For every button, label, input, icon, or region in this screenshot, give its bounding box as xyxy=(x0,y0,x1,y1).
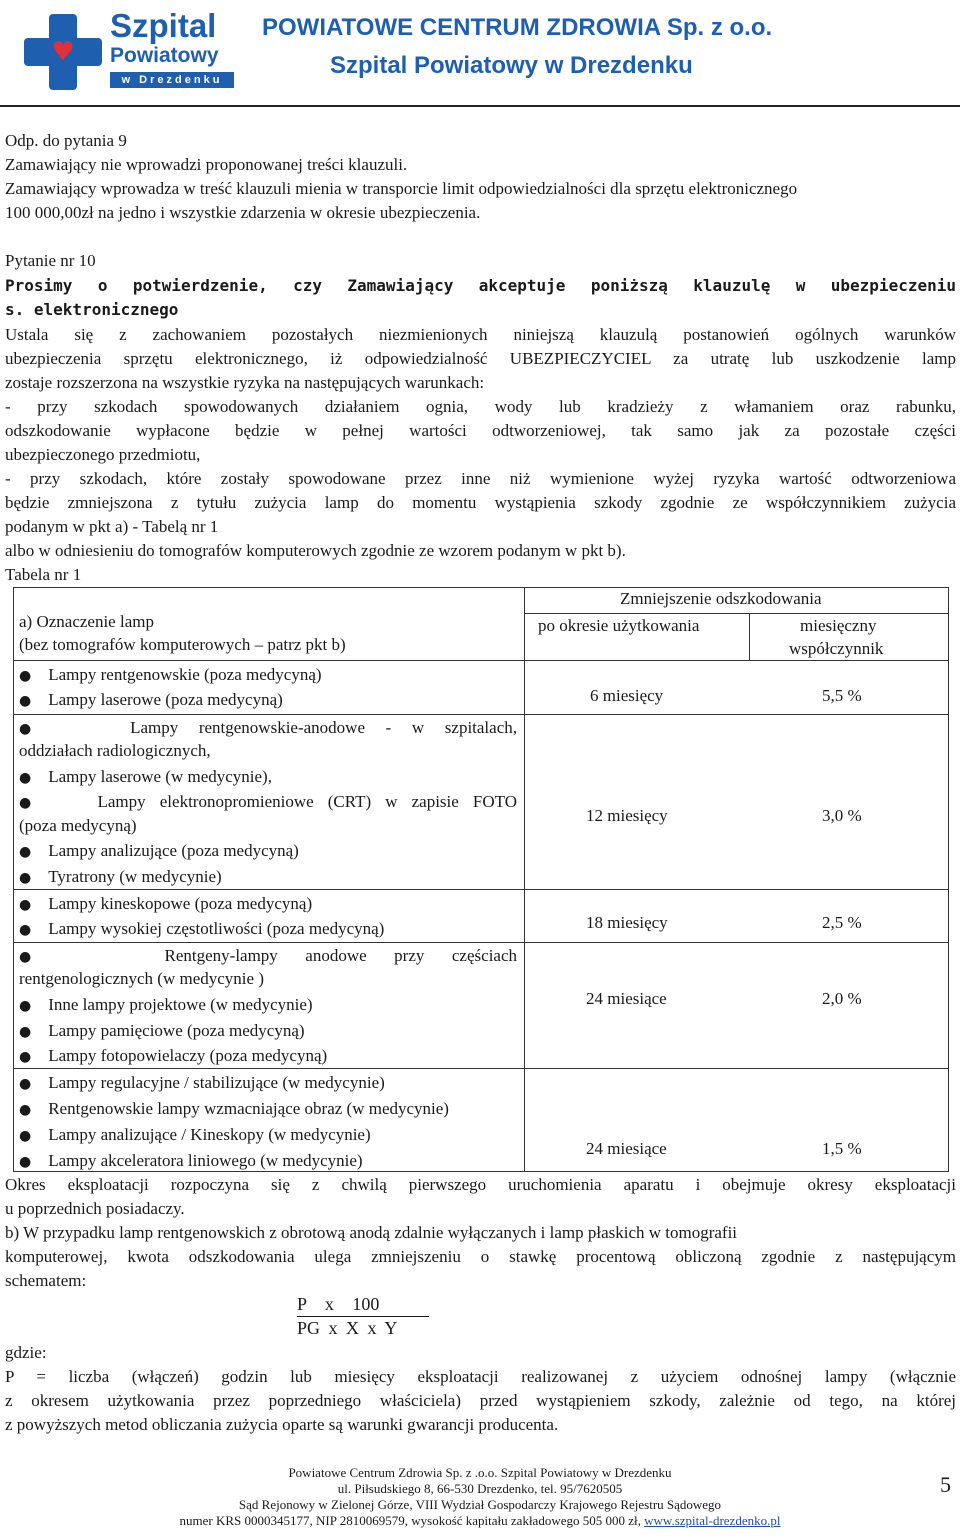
clause-line: będzie zmniejszona z tytułu zużycia lamp do momentu wystąpienia szkody zgodnie ze współczynnikiem zużycia xyxy=(5,493,956,512)
clause-line: odszkodowanie wypłacone będzie w pełnej wartości odtworzeniowej, tak samo jak za pozostałe części xyxy=(5,421,956,440)
answer-heading: Odp. do pytania 9 xyxy=(5,131,127,150)
footer-line: numer KRS 0000345177, NIP 2810069579, wysokość kapitału zakładowego 505 000 zł, www.szpital-drezdenko.pl xyxy=(179,1513,781,1528)
table-coef: 1,5 % xyxy=(822,1139,862,1158)
medical-cross-icon xyxy=(24,14,102,90)
clause-line: - przy szkodach spowodowanych działaniem ognia, wody lub kradzieży z włamaniem oraz rabunku, xyxy=(5,397,956,416)
table-row: ● Lampy pamięciowe (poza medycyną) xyxy=(19,1021,305,1040)
clause-line: zostaje rozszerzona na wszystkie ryzyka na następujących warunkach: xyxy=(5,373,485,392)
website-link[interactable]: www.szpital-drezdenko.pl xyxy=(644,1513,781,1528)
question-line: s. elektronicznego xyxy=(5,300,179,319)
formula-denominator: PG x X x Y xyxy=(297,1318,398,1338)
definitions-label: gdzie: xyxy=(5,1343,47,1362)
table-coef: 3,0 % xyxy=(822,806,862,825)
formula-numerator: P x 100 xyxy=(297,1294,380,1314)
table-row: ● Lampy rentgenowskie (poza medycyną) xyxy=(19,665,322,684)
answer-line: Zamawiający wprowadza w treść klauzuli mienia w transporcie limit odpowiedzialności dla sprzętu elektronicznego xyxy=(5,179,798,198)
answer-line: 100 000,00zł na jedno i wszystkie zdarzenia w okresie ubezpieczenia. xyxy=(5,203,481,222)
clause-line: - przy szkodach, które zostały spowodowane przez inne niż wymienione wyżej ryzyka wartość odtworzeniowa xyxy=(5,469,956,488)
table-coef: 2,5 % xyxy=(822,913,862,932)
header-company-name: POWIATOWE CENTRUM ZDROWIA Sp. z o.o. xyxy=(262,14,773,41)
table-period: 6 miesięcy xyxy=(590,686,664,705)
table-header-period: po okresie użytkowania xyxy=(538,616,700,635)
table-row: ● Tyratrony (w medycynie) xyxy=(19,867,222,886)
header-divider xyxy=(0,105,960,107)
table-row: ● Lampy akceleratora liniowego (w medycynie) xyxy=(19,1151,363,1170)
table-row: ● Lampy analizujące (poza medycyną) xyxy=(19,841,299,860)
table-period: 24 miesiące xyxy=(586,989,667,1008)
page-header xyxy=(0,0,960,100)
definition-line: z powyższych metod obliczania zużycia oparte są warunki gwarancji producenta. xyxy=(5,1415,559,1434)
clause-line: ubezpieczenia sprzętu elektronicznego, iż odpowiedzialność UBEZPIECZYCIEL za utratę lub uszkodzenie lamp xyxy=(5,349,956,368)
table-row: oddziałach radiologicznych, xyxy=(19,741,211,760)
table-row: ● Lampy fotopowielaczy (poza medycyną) xyxy=(19,1046,328,1065)
hospital-logo xyxy=(24,6,236,88)
definition-line: P = liczba (włączeń) godzin lub miesięcy eksploatacji realizowanej z użyciem odnośnej lampy (włącznie xyxy=(5,1367,956,1386)
table-row: ● Lampy elektronopromieniowe (CRT) w zapisie FOTO xyxy=(19,792,517,811)
table-period: 24 miesiące xyxy=(586,1139,667,1158)
table-caption: Tabela nr 1 xyxy=(5,565,82,584)
table-row: ● Lampy analizujące / Kineskopy (w medycynie) xyxy=(19,1125,371,1144)
note-line: u poprzednich posiadaczy. xyxy=(5,1199,185,1218)
note-line: b) W przypadku lamp rentgenowskich z obrotową anodą zdalnie wyłączanych i lamp płaskich w tomografii xyxy=(5,1223,738,1242)
table-row: rentgenologicznych (w medycynie ) xyxy=(19,969,264,988)
formula-fraction-bar xyxy=(297,1316,429,1317)
footer-line: ul. Piłsudskiego 8, 66-530 Drezdenko, tel. 95/7620505 xyxy=(337,1481,623,1496)
table-coef: 2,0 % xyxy=(822,989,862,1008)
question-heading: Pytanie nr 10 xyxy=(5,251,96,270)
table-row: ● Lampy regulacyjne / stabilizujące (w medycynie) xyxy=(19,1073,385,1092)
table-header-coef: współczynnik xyxy=(789,639,884,658)
footer-line: Powiatowe Centrum Zdrowia Sp. z .o.o. Szpital Powiatowy w Drezdenku xyxy=(288,1465,672,1480)
table-row: ● Rentgenowskie lampy wzmacniające obraz (w medycynie) xyxy=(19,1099,449,1118)
question-line: Prosimy o potwierdzenie, czy Zamawiający akceptuje poniższą klauzulę w ubezpieczeniu xyxy=(5,276,956,295)
table-coef: 5,5 % xyxy=(822,686,862,705)
logo-text-location: w Drezdenku xyxy=(110,72,234,88)
answer-line: Zamawiający nie wprowadzi proponowanej treści klauzuli. xyxy=(5,155,408,174)
clause-line: Ustala się z zachowaniem pozostałych niezmienionych niniejszą klauzulą postanowień ogólnych warunków xyxy=(5,325,956,344)
table-row: ● Lampy kineskopowe (poza medycyną) xyxy=(19,894,313,913)
table-header-coef: miesięczny xyxy=(800,616,877,635)
clause-line: podanym w pkt a) - Tabelą nr 1 xyxy=(5,517,219,536)
table-row: ● Rentgeny-lampy anodowe przy częściach xyxy=(19,946,518,965)
clause-line: ubezpieczonego przedmiotu, xyxy=(5,445,201,464)
table-row: ● Lampy laserowe (w medycynie), xyxy=(19,767,272,786)
table-row: (poza medycyną) xyxy=(19,816,137,835)
table-header-lamps-note: (bez tomografów komputerowych – patrz pkt b) xyxy=(19,635,346,654)
note-line: schematem: xyxy=(5,1271,87,1290)
definition-line: z okresem użytkowania przez poprzedniego właściciela) przed wystąpieniem szkody, zależnie od tego, na której xyxy=(5,1391,956,1410)
footer-line: Sąd Rejonowy w Zielonej Górze, VIII Wydział Gospodarczy Krajowego Rejestru Sądowego xyxy=(238,1497,722,1512)
heart-icon: ♥ xyxy=(51,37,75,67)
table-period: 18 miesięcy xyxy=(586,913,668,932)
table-row: ● Lampy wysokiej częstotliwości (poza medycyną) xyxy=(19,919,385,938)
table-row: ● Lampy rentgenowskie-anodowe - w szpitalach, xyxy=(19,718,518,737)
page-number: 5 xyxy=(940,1472,951,1497)
note-line: komputerowej, kwota odszkodowania ulega zmniejszeniu o stawkę procentową obliczoną zgodnie z następującym xyxy=(5,1247,956,1266)
table-period: 12 miesięcy xyxy=(586,806,668,825)
clause-line: albo w odniesieniu do tomografów komputerowych zgodnie ze wzorem podanym w pkt b). xyxy=(5,541,626,560)
table-header-lamps: a) Oznaczenie lamp xyxy=(19,612,154,631)
table-header-group: Zmniejszenie odszkodowania xyxy=(620,589,822,608)
table-row: ● Lampy laserowe (poza medycyną) xyxy=(19,690,283,709)
table-row: ● Inne lampy projektowe (w medycynie) xyxy=(19,995,313,1014)
page-footer xyxy=(0,1465,960,1529)
logo-text-powiatowy: Powiatowy xyxy=(110,44,219,67)
logo-text-szpital: Szpital xyxy=(110,7,217,44)
header-hospital-name: Szpital Powiatowy w Drezdenku xyxy=(330,52,693,79)
note-line: Okres eksploatacji rozpoczyna się z chwilą pierwszego uruchomienia aparatu i obejmuje okresy eksploatacji xyxy=(5,1175,956,1194)
